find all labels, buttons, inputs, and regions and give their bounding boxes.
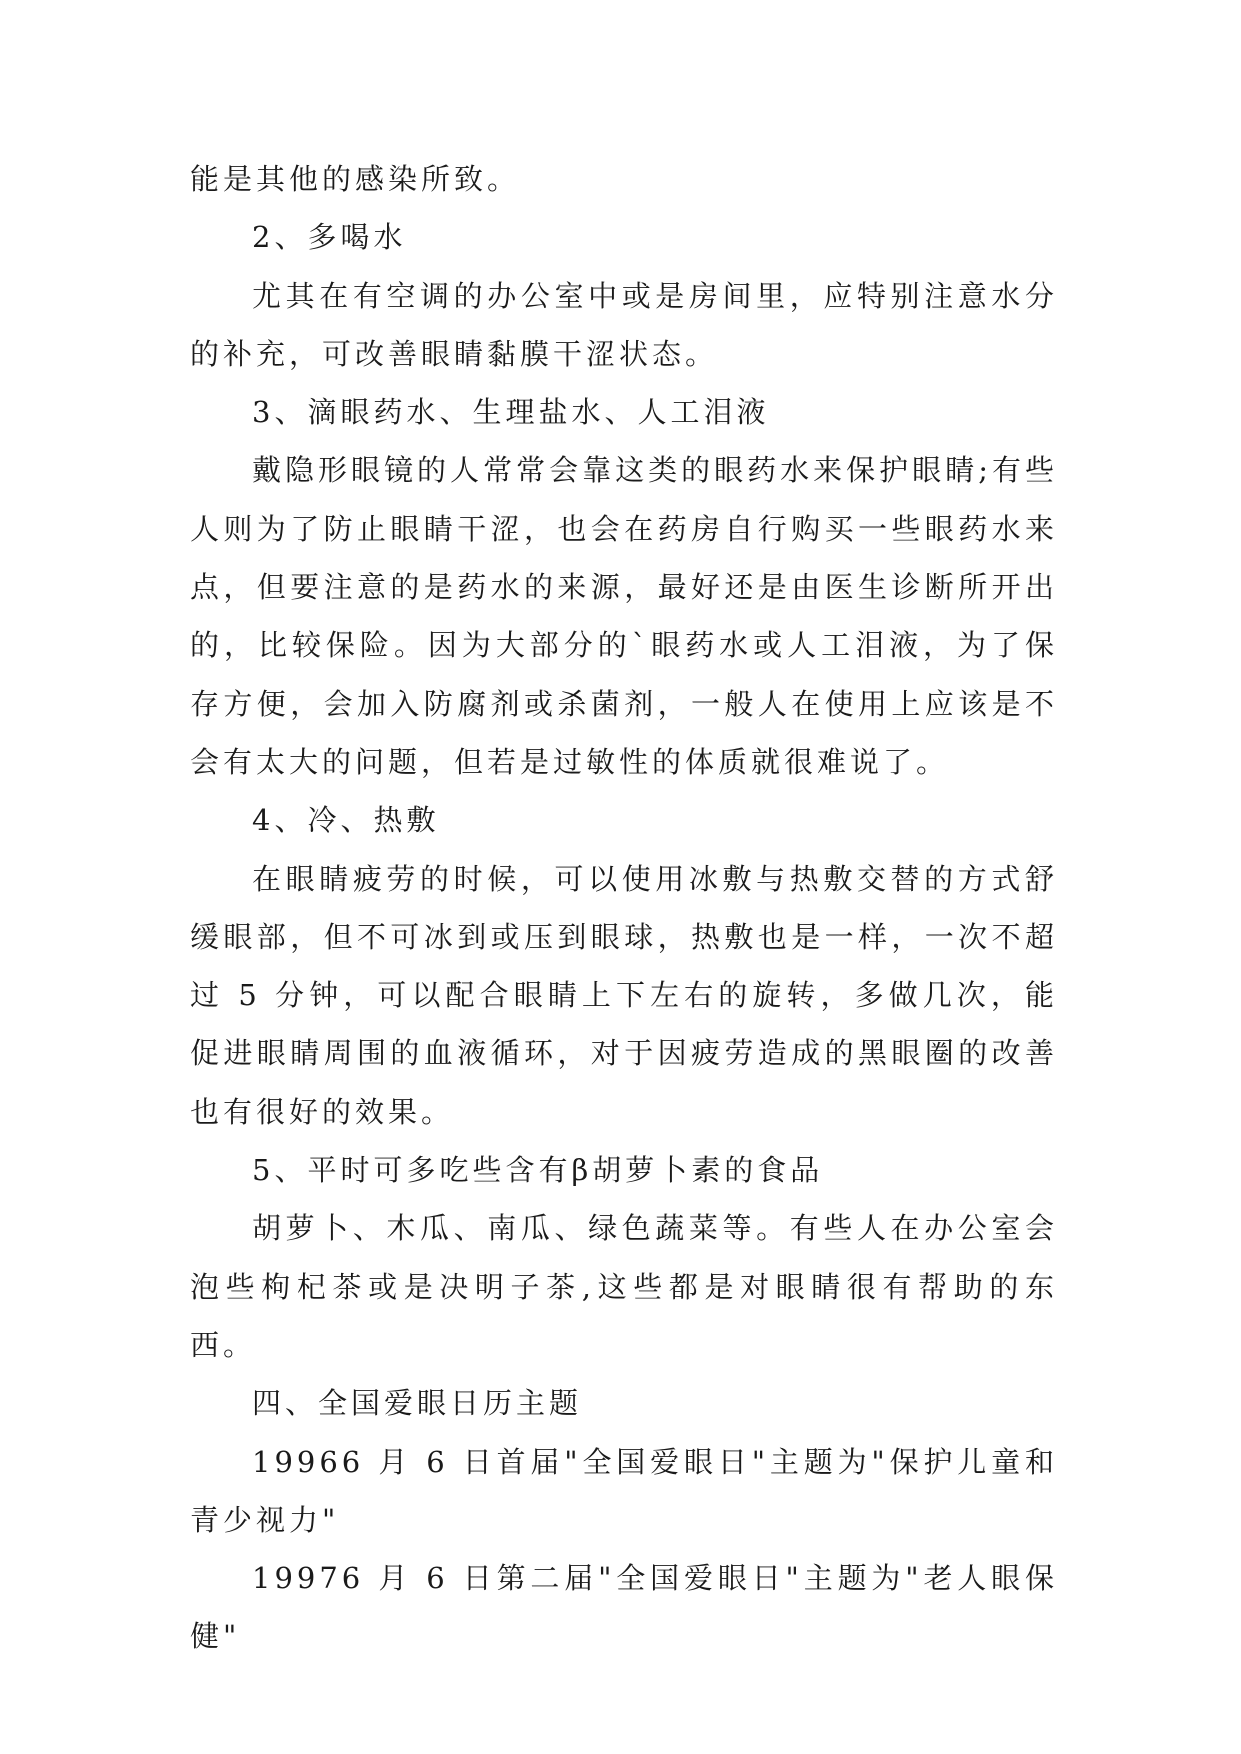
paragraph-eye-drops: 戴隐形眼镜的人常常会靠这类的眼药水来保护眼睛;有些人则为了防止眼睛干涩，也会在药房自行购买一些眼药水来点，但要注意的是药水的来源，最好还是由医生诊断所开出的，比较保险。因为大部分的`眼药水或人工泪液，为了保存方便，会加入防腐剂或杀菌剂，一般人在使用上应该是不会有太大的问题，但若是过敏性的体质就很难说了。 [190,453,1058,779]
paragraph-beta-carotene: 胡萝卜、木瓜、南瓜、绿色蔬菜等。有些人在办公室会泡些枸杞茶或是决明子茶,这些都是对眼睛很有帮助的东西。 [190,1211,1058,1362]
document-body [190,150,1058,1666]
paragraph-drink-water: 尤其在有空调的办公室中或是房间里，应特别注意水分的补充，可改善眼睛黏膜干涩状态。 [190,278,1058,371]
heading-drink-water: 2、多喝水 [252,220,407,255]
paragraph-theme-1996: 19966 月 6 日首届"全国爱眼日"主题为"保护儿童和青少视力" [190,1444,1058,1537]
heading-beta-carotene: 5、平时可多吃些含有β胡萝卜素的食品 [252,1153,824,1188]
heading-eye-day-themes: 四、全国爱眼日历主题 [252,1386,583,1421]
paragraph-theme-1997: 19976 月 6 日第二届"全国爱眼日"主题为"老人眼保健" [190,1561,1058,1654]
heading-compress: 4、冷、热敷 [252,803,440,838]
heading-eye-drops: 3、滴眼药水、生理盐水、人工泪液 [252,395,770,430]
paragraph-continuation: 能是其他的感染所致。 [190,162,521,196]
paragraph-compress: 在眼睛疲劳的时候，可以使用冰敷与热敷交替的方式舒缓眼部，但不可冰到或压到眼球，热敷也是一样，一次不超过 5 分钟，可以配合眼睛上下左右的旋转，多做几次，能促进眼睛周围的血液循环，对于因疲劳造成的黑眼圈的改善也有很好的效果。 [190,861,1058,1129]
